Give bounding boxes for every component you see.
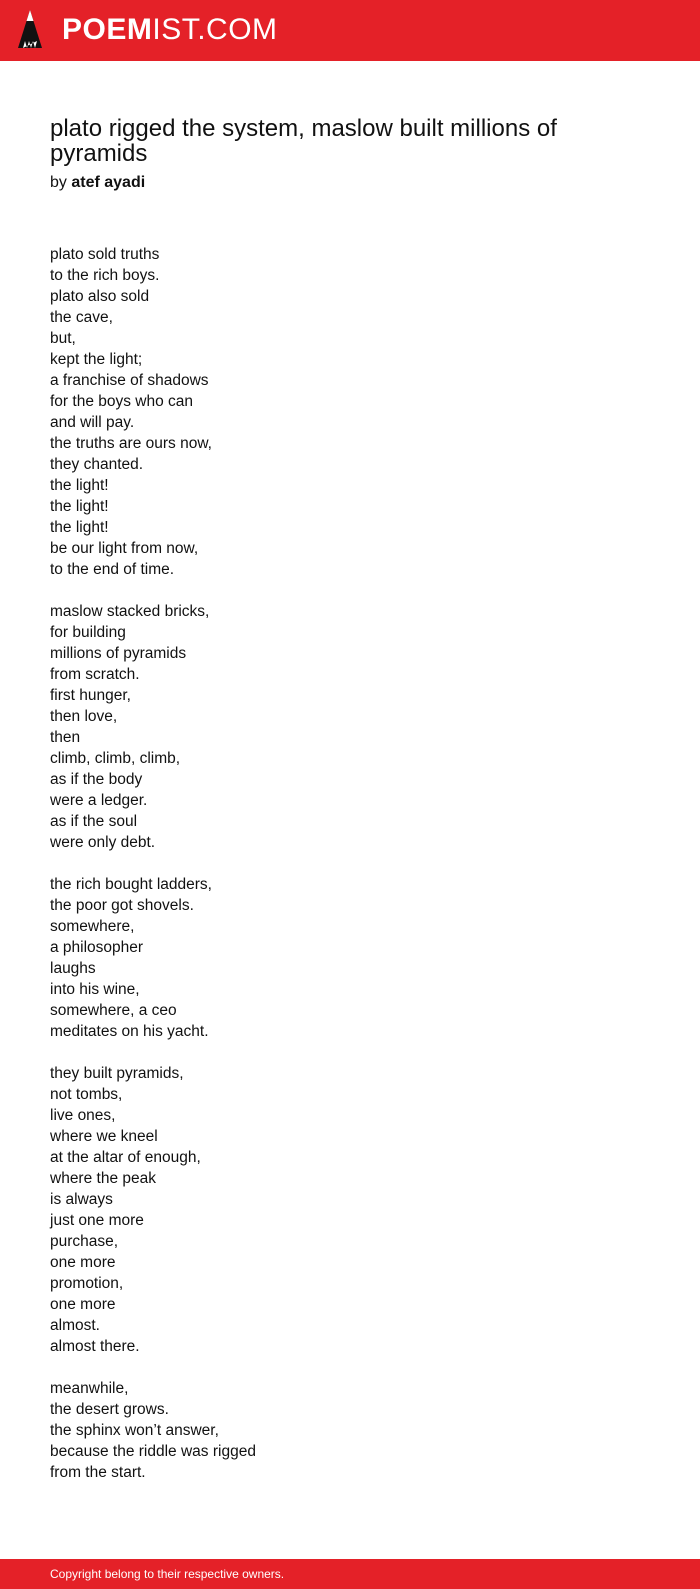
copyright-text: Copyright belong to their respective owners. <box>50 1567 285 1581</box>
poem-body <box>50 244 650 1504</box>
poem-line: were a ledger. <box>50 792 148 809</box>
poem-line: somewhere, <box>50 918 135 935</box>
poem-line: where the peak <box>50 1170 156 1187</box>
poem-line: the light! <box>50 519 109 536</box>
poem-line: one more <box>50 1254 116 1271</box>
poem-line: the light! <box>50 498 109 515</box>
poem-line: to the rich boys. <box>50 267 160 284</box>
poem-line: where we kneel <box>50 1128 158 1145</box>
poem-line: for building <box>50 624 126 641</box>
poem-stanza <box>50 1063 650 1357</box>
poem-line: but, <box>50 330 76 347</box>
poem-line: as if the body <box>50 771 143 788</box>
poem-stanza <box>50 601 650 853</box>
poem-line: one more <box>50 1296 116 1313</box>
poem-line: from the start. <box>50 1464 146 1481</box>
poem-byline <box>50 173 145 193</box>
poem-line: is always <box>50 1191 113 1208</box>
logo-bold-text: POEM <box>62 13 153 46</box>
poem-line: to the end of time. <box>50 561 175 578</box>
poem-line: they chanted. <box>50 456 144 473</box>
poem-stanza <box>50 1378 650 1483</box>
poem-line: somewhere, a ceo <box>50 1002 177 1019</box>
pencil-tip-icon[interactable] <box>16 8 44 52</box>
poem-stanza <box>50 244 650 580</box>
poem-line: promotion, <box>50 1275 124 1292</box>
poem-line: then <box>50 729 81 746</box>
poem-line: a philosopher <box>50 939 144 956</box>
poem-line: the cave, <box>50 309 113 326</box>
poem-line: at the altar of enough, <box>50 1149 201 1166</box>
poem-line: just one more <box>50 1212 144 1229</box>
poem-line: the sphinx won’t answer, <box>50 1422 219 1439</box>
poem-title: plato rigged the system, maslow built millions of pyramids <box>50 115 557 167</box>
poem-line: kept the light; <box>50 351 143 368</box>
poem-line: first hunger, <box>50 687 131 704</box>
poem-line: the truths are ours now, <box>50 435 212 452</box>
site-logo[interactable] <box>62 11 278 49</box>
poem-line: then love, <box>50 708 118 725</box>
poem-line: purchase, <box>50 1233 119 1250</box>
poem-line: not tombs, <box>50 1086 123 1103</box>
site-footer <box>0 1559 700 1589</box>
poem-line: millions of pyramids <box>50 645 187 662</box>
poem-line: the light! <box>50 477 109 494</box>
poem-line: plato also sold <box>50 288 150 305</box>
poem-line: because the riddle was rigged <box>50 1443 256 1460</box>
poem-line: meditates on his yacht. <box>50 1023 209 1040</box>
poem-line: almost there. <box>50 1338 140 1355</box>
poem-line: into his wine, <box>50 981 140 998</box>
poem-line: as if the soul <box>50 813 138 830</box>
poem-line: from scratch. <box>50 666 140 683</box>
site-header <box>0 0 700 61</box>
byline-prefix: by <box>50 174 67 191</box>
poem-stanza <box>50 874 650 1042</box>
poem-line: live ones, <box>50 1107 116 1124</box>
poem-line: be our light from now, <box>50 540 199 557</box>
poem-line: plato sold truths <box>50 246 160 263</box>
poem-line: a franchise of shadows <box>50 372 209 389</box>
poem-line: maslow stacked bricks, <box>50 603 210 620</box>
poem-line: the desert grows. <box>50 1401 169 1418</box>
poem-line: climb, climb, climb, <box>50 750 181 767</box>
poem-line: laughs <box>50 960 96 977</box>
author-name[interactable]: atef ayadi <box>71 174 146 191</box>
poem-line: for the boys who can <box>50 393 194 410</box>
poem-line: the rich bought ladders, <box>50 876 212 893</box>
poem-line: they built pyramids, <box>50 1065 184 1082</box>
logo-light-text: IST.COM <box>152 13 278 46</box>
poem-line: and will pay. <box>50 414 135 431</box>
poem-line: meanwhile, <box>50 1380 129 1397</box>
poem-line: were only debt. <box>50 834 156 851</box>
poem-line: the poor got shovels. <box>50 897 194 914</box>
poem-line: almost. <box>50 1317 100 1334</box>
